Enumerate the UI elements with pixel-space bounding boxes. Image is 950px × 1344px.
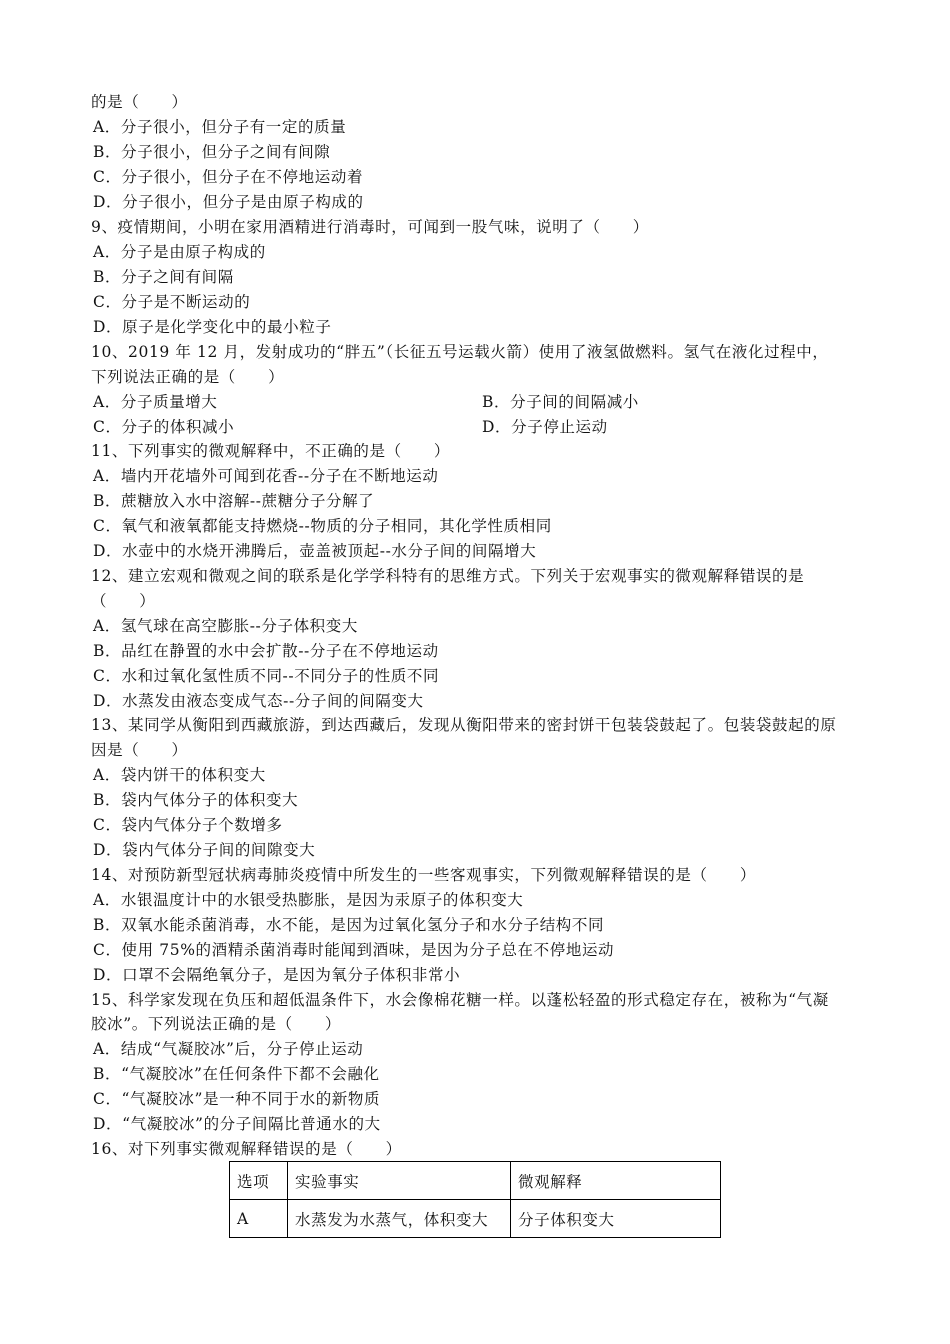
q11-option-d: D．水壶中的水烧开沸腾后，壶盖被顶起--水分子间的间隔增大	[93, 542, 537, 560]
q13-stem-line1: 13、某同学从衡阳到西藏旅游，到达西藏后，发现从衡阳带来的密封饼干包装袋鼓起了。包装袋鼓起的原	[91, 716, 837, 734]
q8-option-d: D．分子很小，但分子是由原子构成的	[93, 193, 364, 211]
q10-option-d: D．分子停止运动	[482, 418, 608, 436]
q8-option-c: C．分子很小，但分子在不停地运动着	[93, 168, 364, 186]
q11-option-b: B．蔗糖放入水中溶解--蔗糖分子分解了	[93, 492, 375, 510]
q12-option-a: A．氢气球在高空膨胀--分子体积变大	[93, 617, 358, 635]
q15-option-b: B．“气凝胶冰”在任何条件下都不会融化	[93, 1065, 380, 1083]
q11-stem: 11、下列事实的微观解释中，不正确的是（ ）	[91, 442, 451, 460]
q16-table	[229, 1161, 721, 1238]
q12-stem-line1: 12、建立宏观和微观之间的联系是化学学科特有的思维方式。下列关于宏观事实的微观解释错误的是	[91, 567, 805, 585]
q12-option-c: C．水和过氧化氢性质不同--不同分子的性质不同	[93, 667, 440, 685]
table-header-fact: 实验事实	[288, 1162, 511, 1200]
q9-option-d: D．原子是化学变化中的最小粒子	[93, 318, 332, 336]
q9-option-c: C．分子是不断运动的	[93, 293, 251, 311]
q8-stem: 的是（ ）	[91, 93, 188, 111]
q13-option-c: C．袋内气体分子个数增多	[93, 816, 283, 834]
q9-option-b: B．分子之间有间隔	[93, 268, 234, 286]
table-header-row	[230, 1162, 721, 1200]
q8-option-b: B．分子很小，但分子之间有间隙	[93, 143, 331, 161]
q12-stem-line2: （ ）	[91, 592, 156, 610]
q15-option-d: D．“气凝胶冰”的分子间隔比普通水的大	[93, 1115, 381, 1133]
q16-stem: 16、对下列事实微观解释错误的是（ ）	[91, 1140, 402, 1158]
q10-option-a: A．分子质量增大	[93, 393, 218, 411]
q15-option-c: C．“气凝胶冰”是一种不同于水的新物质	[93, 1090, 381, 1108]
q14-stem: 14、对预防新型冠状病毒肺炎疫情中所发生的一些客观事实，下列微观解释错误的是（ ）	[91, 866, 756, 884]
q11-option-a: A．墙内开花墙外可闻到花香--分子在不断地运动	[93, 467, 439, 485]
q9-option-a: A．分子是由原子构成的	[93, 243, 266, 261]
q12-option-b: B．品红在静置的水中会扩散--分子在不停地运动	[93, 642, 439, 660]
table-header-option: 选项	[230, 1162, 288, 1200]
q14-option-a: A．水银温度计中的水银受热膨胀，是因为汞原子的体积变大	[93, 891, 524, 909]
q10-stem-line1: 10、2019 年 12 月，发射成功的“胖五”（长征五号运载火箭）使用了液氢做燃料。氢气在液化过程中，	[91, 343, 829, 361]
q15-option-a: A．结成“气凝胶冰”后，分子停止运动	[93, 1040, 364, 1058]
q10-stem-line2: 下列说法正确的是（ ）	[91, 368, 285, 386]
q14-option-d: D．口罩不会隔绝氧分子，是因为氧分子体积非常小	[93, 966, 461, 984]
q14-option-c: C．使用 75%的酒精杀菌消毒时能闻到酒味，是因为分子总在不停地运动	[93, 941, 615, 959]
q11-option-c: C．氧气和液氧都能支持燃烧--物质的分子相同，其化学性质相同	[93, 517, 552, 535]
table-cell-option: A	[230, 1200, 288, 1238]
q13-option-d: D．袋内气体分子间的间隙变大	[93, 841, 316, 859]
table-row	[230, 1200, 721, 1238]
q13-option-b: B．袋内气体分子的体积变大	[93, 791, 299, 809]
q10-option-b: B．分子间的间隔减小	[482, 393, 639, 411]
table-cell-explanation: 分子体积变大	[511, 1200, 721, 1238]
q8-option-a: A．分子很小，但分子有一定的质量	[93, 118, 347, 136]
q13-option-a: A．袋内饼干的体积变大	[93, 766, 266, 784]
q14-option-b: B．双氧水能杀菌消毒，水不能，是因为过氧化氢分子和水分子结构不同	[93, 916, 605, 934]
q12-option-d: D．水蒸发由液态变成气态--分子间的间隔变大	[93, 692, 424, 710]
table-header-explanation: 微观解释	[511, 1162, 721, 1200]
q15-stem-line2: 胶冰”。下列说法正确的是（ ）	[91, 1015, 342, 1033]
q15-stem-line1: 15、科学家发现在负压和超低温条件下，水会像棉花糖一样。以蓬松轻盈的形式稳定存在，被称为“气凝	[91, 991, 829, 1009]
q13-stem-line2: 因是（ ）	[91, 741, 188, 759]
table-cell-fact: 水蒸发为水蒸气，体积变大	[288, 1200, 511, 1238]
q9-stem: 9、疫情期间，小明在家用酒精进行消毒时，可闻到一股气味，说明了（ ）	[91, 218, 649, 236]
q10-option-c: C．分子的体积减小	[93, 418, 235, 436]
